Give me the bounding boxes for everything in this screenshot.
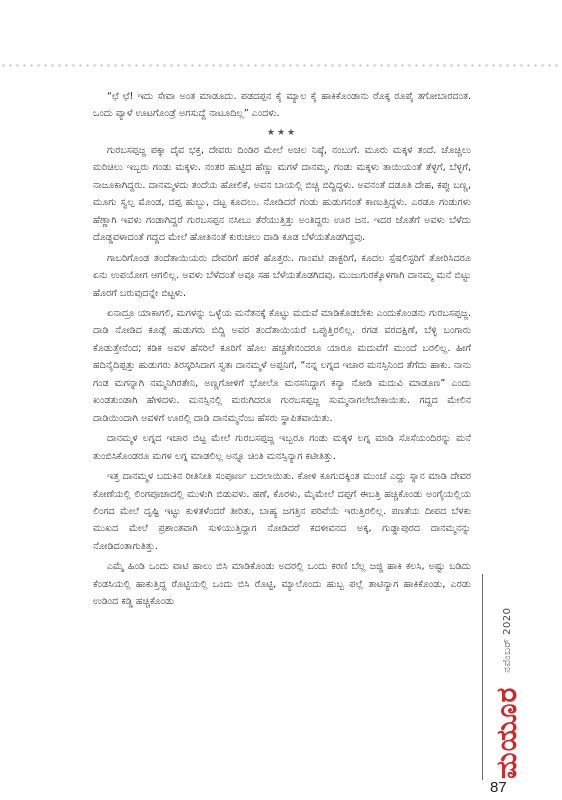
paragraph-4: ಏನಾದ್ರೂ ಯಾಕಾಗಲಿ, ಮಗಳನ್ನು ಒಳ್ಳೆಯ ಮನೆತನಕ್ಕೆ ಕೊಟ್ಟು ಮದುವೆ ಮಾಡಿಕೊಡಬೇಕು ಎಂದುಕೊಂಡನು ಗುರಬಸಪ್ಪಜ್ಜ. ದಾಡಿ ನೋಡಿದ ಕೂಡ್ಲೆ ಹುಡುಗರು ಬಿದ್ದಿ ಅವರ ತಂದೆತಾಯಿಯರೆ ಒಪ್ಪುತ್ತಿರಲಿಲ್ಲ. ರಗಡ ವರದಕ್ಷಿಣೆ, ಬೆಳ್ಳಿ ಬಂಗಾರು ಕೊಡುತ್ತೇನೆಂದ; ಕಡಿಕ ಅವಳ ಹೆಸರಿಲೆ ಕೂರಿಗೆ ಹೊಲ ಹಚ್ಚತೇನಂದರೂ ಯಾರೂ ಮದುವೆಗೆ ಮುಂದೆ ಬರಲಿಲ್ಲ. ಹೀಗೆ ಹದಿನೈದಿಪ್ಪತ್ತು ಹುಡುಗರು ತಿರಸ್ಕರಿಸಿದಾಗ ಸ್ವತಃ ದಾನಮ್ಮಳೆ ಅಪ್ಪನಿಗೆ, “ನನ್ನ ಲಗ್ನದ ಇಚಾರ ಮನಸ್ಸಿನಿಂದ ತೆಗೆದು ಹಾಕು. ನಾನು ಗಂಡ ಮಗನ್ನಾಗಿ ನಮ್ಮನಿಗಿರತೇನಿ, ಅಣ್ಣಗೋಳಿಗೆ ಭೋಲೊ ಮನಸನಿದ್ದಾಗ ಕನ್ಯಾ ನೋಡಿ ಮದುವಿ ಮಾಡೂಣ” ಎಂದು ಖಂಡತುಂಡಾಗಿ ಹೇಳಿದಳು. ಮನಸ್ಸಿನಲ್ಲಿ ಮರುಗಿದರೂ ಗುರಬಸಪ್ಪಜ್ಜ ಸುಮ್ಮನಾಗಲೇಬೇಕಾಯಿತು. ಗದ್ದದ ಮೇಲಿನ ದಾಡಿಯಿಂದಾಗಿ ಅವಳಿಗೆ ಊರಲ್ಲಿ ದಾಡಿ ದಾನಮ್ಮನೆಂಬ ಹೆಸರು ಸ್ಥಾಪಿತವಾಯಿತು. <box>93 307 471 424</box>
paragraph-3: ಗಾಬರಿಗೊಂಡ ತಂದೆತಾಯಿಯರು ದೇವರಿಗೆ ಹರಕೆ ಹೊತ್ತರು. ಗಾಂವಟಿ ಡಾಕ್ಟರಿಗೆ, ಕೂದಲ ಸ್ಪೆಷಲಿಸ್ಟರಿಗೆ ತೋರಿಸಿದರೂ ಏನು ಉಪಯೋಗ ಆಗಲಿಲ್ಲ. ಅವಳು ಬೆಳೆದಂತೆ ಅವೂ ಸಹ ಬೆಳೆಯತೊಡಗಿದವು. ಮುಜುಗುರಕ್ಕೊಳಗಾಗಿ ದಾನಮ್ಮ ಮನೆ ಬಿಟ್ಟು ಹೊರಗೆ ಬರುವುದನ್ನೇ ಬಿಟ್ಟಳು. <box>93 252 471 299</box>
magazine-sidebar <box>490 577 524 779</box>
page-number: 87 <box>490 779 507 796</box>
section-separator-stars: ★★★ <box>266 127 298 138</box>
paragraph-2: ಗುರಬಸಪ್ಪಜ್ಜ ಪಕ್ಕಾ ದೈವ ಭಕ್ತ, ದೇವರು ದಿಂಡಿರ ಮೇಲೆ ಅಚಲ ನಿಷ್ಠೆ, ನಂಬುಗೆ. ಮೂರು ಮಕ್ಕಳ ತಂದೆ. ಚೊಚ್ಚಿಲು ಮರಿಚಿಲು ಇಬ್ಬರು ಗಂಡು ಮಕ್ಕಳು. ನಂತರ ಹುಟ್ಟಿದ ಹೆಣ್ಣು ಮಗಳೆ ದಾನಮ್ಮ. ಗಂಡು ಮಕ್ಕಳು ತಾಯಿಯಂತೆ ತೆಳ್ಳಗೆ, ಬೆಳ್ಳಗೆ, ನಾಜೂಕಾಗಿದ್ದರು. ದಾನಮ್ಮಳದು ತಂದೆಯ ಹೋಲಿಕೆ, ಅವನ ಬಾಯಲ್ಲಿ ಬಿಚ್ಚಿ ಬಿದ್ದಿದ್ದಳು. ಅವನಂತೆ ದಡೂತಿ ದೇಹ, ಕಪ್ಪು ಬಣ್ಣ, ಮೂಗು ಸ್ವಲ್ಪ ಮೊಂಡ, ದಪ್ಪ ಹುಬ್ಬು, ದಟ್ಟ ಕೂದಲು. ನೋಡಿದರೆ ಗಂಡು ಹುಡುಗನಂತೆ ಕಾಣುತ್ತಿದ್ದಳು. ಎರಡೂ ಗಂಡುಗಳು ಹೆಣ್ಣಾಗಿ ಇವಳು ಗಂಡಾಗಿದ್ದರೆ ಗುರಬಸಪ್ಪನ ನಸೀಬು ತೆರೆಯುತ್ತಿತ್ತು ಅಂತಿದ್ದರು ಊರ ಜನ. ಇದರ ಜೊತೆಗೆ ಅವಳು ಬೆಳೆದು ದೊಡ್ಡವಳಾದಂತೆ ಗದ್ದದ ಮೇಲೆ ಹೋತಿನಂತೆ ಕುರುಚಲು ದಾಡಿ ಕೂಡ ಬೆಳೆಯತೊಡಗಿದ್ದವು. <box>93 144 471 244</box>
issue-date: ನವೆಂಬರ್ 2020 <box>501 607 513 673</box>
dotted-divider <box>0 64 562 67</box>
paragraph-6: ಇತ್ತ ದಾನಮ್ಮಳ ಬದುಕಿನ ರೀತಿನೀತಿ ಸಂಪೂರ್ಣ ಬದಲಾಯಿತು. ಕೋಳಿ ಕೂಗುದಕ್ಕಿಂತ ಮುಂಚೆ ಎದ್ದು ಸ್ನಾನ ಮಾಡಿ ದೇವರ ಕೋಣೆಯಲ್ಲಿ ಲಿಂಗಪೂಜಾದಲ್ಲಿ ಮುಳುಗಿ ಬಿಡುವಳು. ಹಣೆ, ಕೊರಳು, ಮೈಮೇಲೆ ದಪ್ಪಗೆ ಈಬತ್ತಿ ಹಚ್ಚಿಕೊಂಡು ಅಂಗೈಯಲ್ಲಿಯ ಲಿಂಗದ ಮೇಲೆ ದೃಷ್ಟಿ ಇಟ್ಟು ಕುಳಿತಳೆಂದರೆ ತೀರಿತು, ಬಾಹ್ಯ ಜಗತ್ತಿನ ಪರಿವೆಯೆ ಇರುತ್ತಿರಲಿಲ್ಲ. ಪಣತೆಯ ದೀಪದ ಬೆಳಕು ಮುಖದ ಮೇಲೆ ಪ್ರಶಾಂತವಾಗಿ ಸುಳಿಯುತ್ತಿದ್ದಾಗ ನೋಡಿದರೆ ಕದಳೀವನದ ಅಕ್ಕ, ಗುಡ್ಡಾಪುರದ ದಾನಮ್ಮನನ್ನು ನೋಡಿದಂತಾಗುತಿತ್ತು. <box>93 471 471 552</box>
paragraph-7: ಎಮ್ಮೆ ಹಿಂಡಿ ಒಂದು ವಾಟಿ ಹಾಲು ಬಿಸಿ ಮಾಡಿಕೊಂಡು ಅದರಲ್ಲಿ ಒಂದು ಕರಣಿ ಬೆಲ್ಲ ಜಜ್ಜಿ ಹಾಕಿ ಕಲಸಿ, ಅಷ್ಟು ಬಡಿದು ಕೆಂಡಸಿಯಲ್ಲಿ ಹಾಕುತ್ತಿದ್ದ ರೊಟ್ಟಿಯಲ್ಲಿ ಒಂದು ಬಿಸಿ ರೊಟ್ಟಿ, ಮ್ಯಾಲೊಂದು ಹುಬ್ಬ ಪಲ್ಲೆ ತಾಟಿನ್ಯಾಗ ಹಾಕಿಕೊಂಡು, ಎರಡು ಉಡಿಂದ ಕಡ್ಡಿ ಹಚ್ಚಿಕೊಂಡು <box>93 561 471 608</box>
sidebar-divider-line <box>482 574 483 780</box>
paragraph-5: ದಾನಮ್ಮಳ ಲಗ್ನದ ಇಚಾರ ಬಿಟ್ಟ ಮೇಲೆ ಗುರಬಸಪ್ಪಜ್ಜ ಇಬ್ಬರೂ ಗಂಡು ಮಕ್ಕಳ ಲಗ್ನ ಮಾಡಿ ಸೊಸೆಯಂದಿರನ್ನು ಮನೆ ತುಂಬಿಸಿಕೊಂಡರೂ ಮಗಳ ಲಗ್ನ ಮಾಡಲಿಲ್ಲ ಅನ್ನೂ ಚಿಂತಿ ಮನಸ್ಸಿನ್ಯಾಗ ಕಟೀತಿತ್ತು. <box>93 433 471 462</box>
paragraph-1: “ಛೆ ಛೆ! ಇದು ಸೇವಾ ಅಂತ ಮಾಡೂದು. ಪಡದಪ್ಪನ ಕೈ ಮ್ಯಾಲ ಕೈ ಹಾಕಿಕೊಂಡಾನು ರೊಕ್ಕ ರೂಪೈ ತಗೋಬಾರದಂತ. ಒಂದು ವ್ಯಾಳೆ ಊಟಗೊಂಡ್ರೆ ಅಗಸುದ್ದೆ ನಾಟೂದಿಲ್ಲ” ಎಂದಳು. <box>93 91 471 120</box>
article-body <box>93 88 471 784</box>
magazine-logo: ಮಯೂರ <box>490 686 523 779</box>
